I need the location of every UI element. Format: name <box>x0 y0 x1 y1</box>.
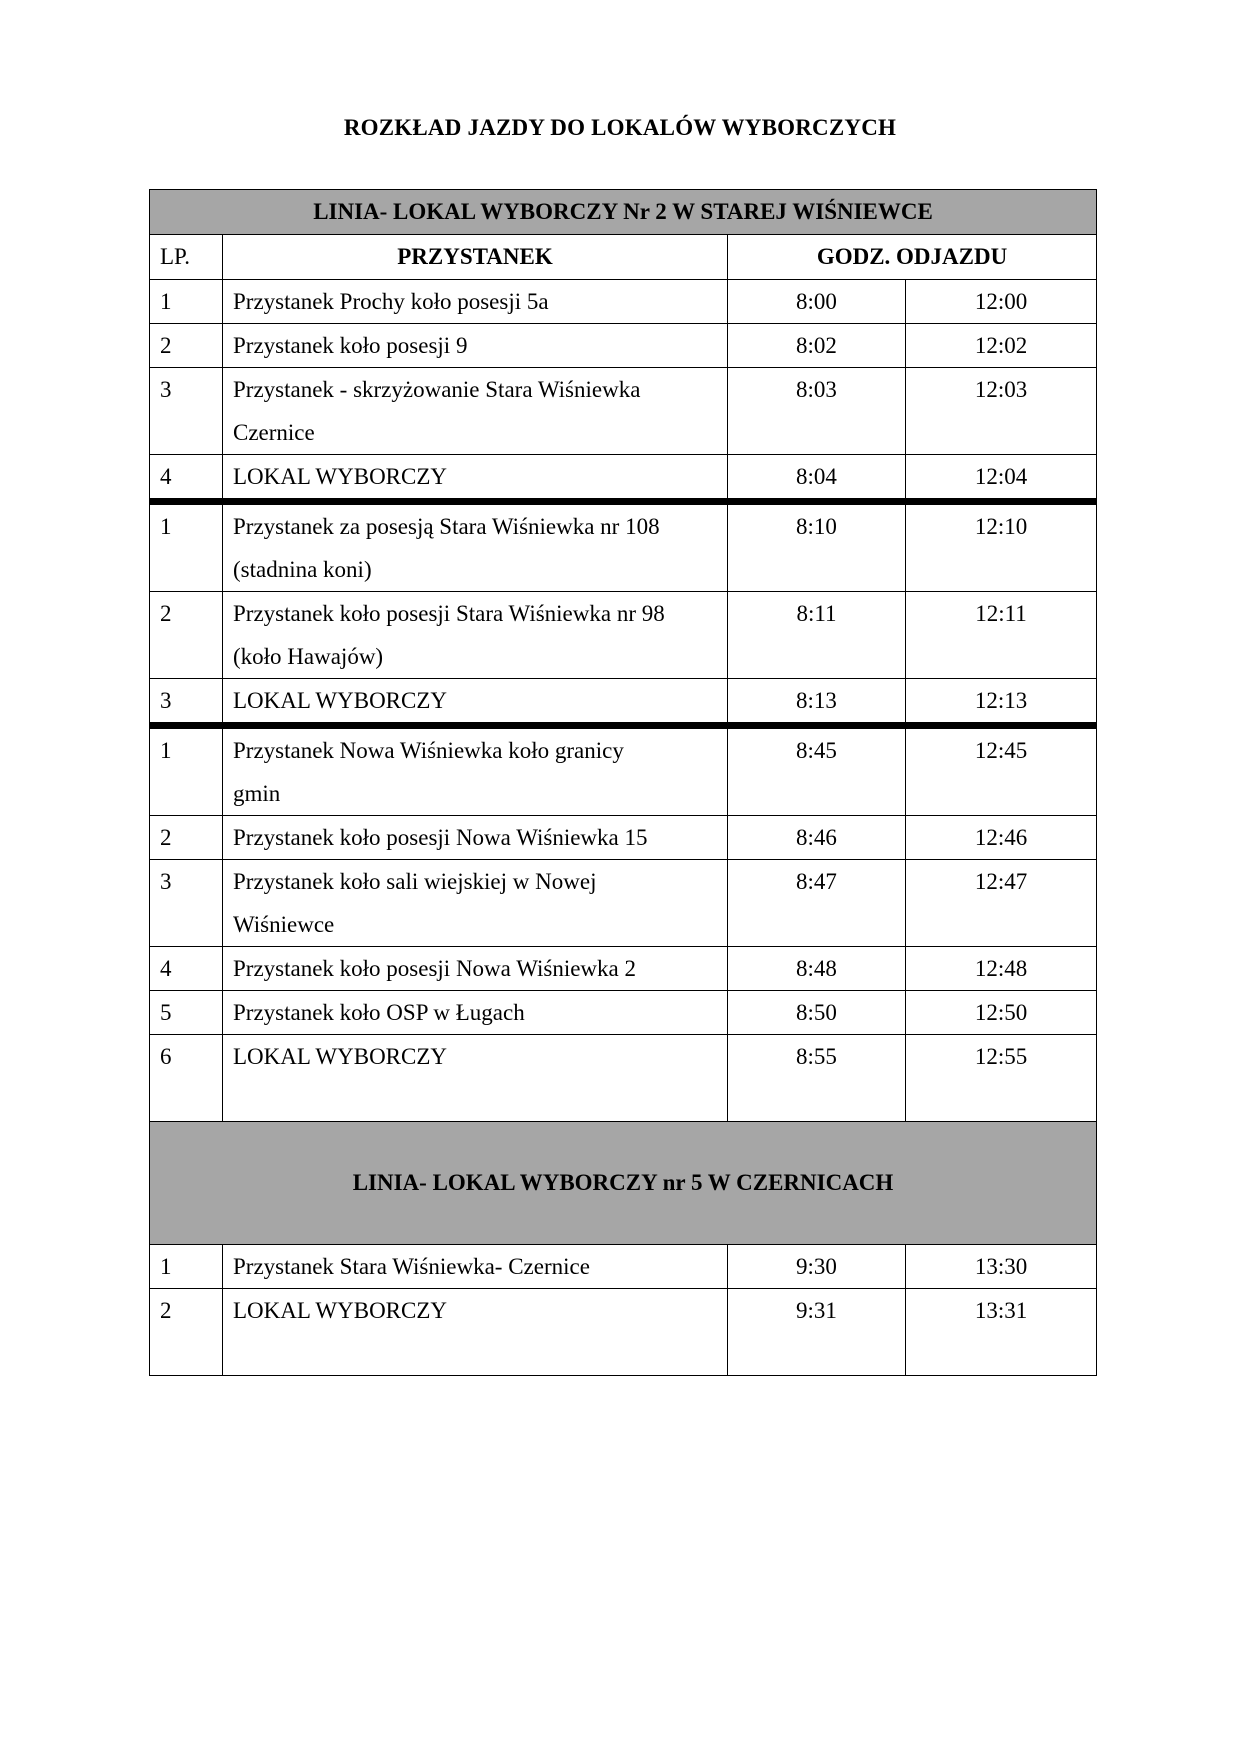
schedule-table <box>149 189 1097 1376</box>
stop-name <box>223 947 728 991</box>
stop-name-line: LOKAL WYBORCZY <box>233 1044 448 1069</box>
document-title: ROZKŁAD JAZDY DO LOKALÓW WYBORCZYCH <box>343 115 897 140</box>
stop-name-line: Przystanek koło OSP w Ługach <box>233 1000 525 1025</box>
stop-name-line: Przystanek Prochy koło posesji 5a <box>233 289 549 314</box>
departure-time-afternoon: 12:55 <box>906 1035 1097 1122</box>
departure-time-afternoon: 13:31 <box>906 1289 1097 1376</box>
table-row <box>150 991 1097 1035</box>
table-row <box>150 280 1097 324</box>
departure-time-afternoon: 12:03 <box>906 368 1097 455</box>
departure-time-morning: 8:48 <box>728 947 906 991</box>
departure-time-morning: 8:11 <box>728 592 906 679</box>
stop-name-line: (stadnina koni) <box>233 557 372 582</box>
line-header-row <box>150 1122 1097 1245</box>
departure-time-afternoon: 12:48 <box>906 947 1097 991</box>
stop-name <box>223 455 728 502</box>
stop-name-line: LOKAL WYBORCZY <box>233 464 448 489</box>
table-row <box>150 592 1097 679</box>
row-number: 1 <box>150 1245 223 1289</box>
table-row <box>150 679 1097 726</box>
row-number: 2 <box>150 1289 223 1376</box>
stop-name <box>223 1035 728 1122</box>
column-header-lp: LP. <box>150 235 223 280</box>
table-row <box>150 1289 1097 1376</box>
row-number: 5 <box>150 991 223 1035</box>
line-header-row <box>150 190 1097 235</box>
stop-name-line: Czernice <box>233 420 315 445</box>
table-row <box>150 726 1097 816</box>
stop-name <box>223 991 728 1035</box>
schedule-body <box>150 190 1097 1376</box>
stop-name <box>223 679 728 726</box>
column-header-row <box>150 235 1097 280</box>
stop-name <box>223 592 728 679</box>
table-row <box>150 368 1097 455</box>
row-number: 2 <box>150 592 223 679</box>
row-number: 1 <box>150 502 223 592</box>
stop-name-line: Przystanek - skrzyżowanie Stara Wiśniewka <box>233 377 641 402</box>
departure-time-morning: 8:00 <box>728 280 906 324</box>
departure-time-morning: 8:50 <box>728 991 906 1035</box>
stop-name-line: LOKAL WYBORCZY <box>233 1298 448 1323</box>
departure-time-afternoon: 12:04 <box>906 455 1097 502</box>
table-row <box>150 324 1097 368</box>
row-number: 3 <box>150 679 223 726</box>
stop-name <box>223 816 728 860</box>
departure-time-morning: 8:04 <box>728 455 906 502</box>
stop-name-line: Przystanek Stara Wiśniewka- Czernice <box>233 1254 590 1279</box>
departure-time-afternoon: 12:11 <box>906 592 1097 679</box>
row-number: 2 <box>150 324 223 368</box>
departure-time-morning: 8:45 <box>728 726 906 816</box>
row-number: 3 <box>150 860 223 947</box>
stop-name <box>223 324 728 368</box>
departure-time-morning: 8:10 <box>728 502 906 592</box>
line-heading: LINIA- LOKAL WYBORCZY Nr 2 W STAREJ WIŚNIEWCE <box>150 190 1097 235</box>
departure-time-afternoon: 13:30 <box>906 1245 1097 1289</box>
row-number: 1 <box>150 280 223 324</box>
table-row <box>150 947 1097 991</box>
table-row <box>150 1035 1097 1122</box>
stop-name-line: gmin <box>233 781 281 806</box>
departure-time-afternoon: 12:46 <box>906 816 1097 860</box>
stop-name-line: Przystanek koło sali wiejskiej w Nowej <box>233 869 597 894</box>
row-number: 4 <box>150 455 223 502</box>
departure-time-afternoon: 12:10 <box>906 502 1097 592</box>
stop-name <box>223 280 728 324</box>
table-row <box>150 1245 1097 1289</box>
line-heading: LINIA- LOKAL WYBORCZY nr 5 W CZERNICACH <box>150 1122 1097 1245</box>
departure-time-afternoon: 12:02 <box>906 324 1097 368</box>
table-row <box>150 860 1097 947</box>
departure-time-morning: 8:02 <box>728 324 906 368</box>
departure-time-morning: 8:55 <box>728 1035 906 1122</box>
stop-name-line: Przystanek koło posesji Nowa Wiśniewka 2 <box>233 956 637 981</box>
stop-name <box>223 726 728 816</box>
row-number: 1 <box>150 726 223 816</box>
stop-name-line: Przystanek koło posesji Stara Wiśniewka nr 98 <box>233 601 665 626</box>
departure-time-afternoon: 12:45 <box>906 726 1097 816</box>
column-header-departure: GODZ. ODJAZDU <box>728 235 1097 280</box>
departure-time-afternoon: 12:47 <box>906 860 1097 947</box>
table-row <box>150 816 1097 860</box>
table-row <box>150 502 1097 592</box>
stop-name-line: Przystanek Nowa Wiśniewka koło granicy <box>233 738 624 763</box>
stop-name <box>223 1289 728 1376</box>
stop-name-line: Przystanek koło posesji 9 <box>233 333 468 358</box>
departure-time-afternoon: 12:13 <box>906 679 1097 726</box>
stop-name <box>223 502 728 592</box>
column-header-stop: PRZYSTANEK <box>223 235 728 280</box>
departure-time-morning: 8:03 <box>728 368 906 455</box>
departure-time-morning: 8:47 <box>728 860 906 947</box>
stop-name-line: Przystanek koło posesji Nowa Wiśniewka 15 <box>233 825 648 850</box>
stop-name <box>223 860 728 947</box>
row-number: 2 <box>150 816 223 860</box>
stop-name-line: (koło Hawajów) <box>233 644 384 669</box>
departure-time-morning: 9:31 <box>728 1289 906 1376</box>
stop-name-line: LOKAL WYBORCZY <box>233 688 448 713</box>
row-number: 6 <box>150 1035 223 1122</box>
departure-time-morning: 8:13 <box>728 679 906 726</box>
departure-time-afternoon: 12:00 <box>906 280 1097 324</box>
row-number: 4 <box>150 947 223 991</box>
stop-name-line: Wiśniewce <box>233 912 335 937</box>
departure-time-morning: 9:30 <box>728 1245 906 1289</box>
stop-name-line: Przystanek za posesją Stara Wiśniewka nr 108 <box>233 514 660 539</box>
stop-name <box>223 368 728 455</box>
departure-time-afternoon: 12:50 <box>906 991 1097 1035</box>
row-number: 3 <box>150 368 223 455</box>
stop-name <box>223 1245 728 1289</box>
table-row <box>150 455 1097 502</box>
departure-time-morning: 8:46 <box>728 816 906 860</box>
